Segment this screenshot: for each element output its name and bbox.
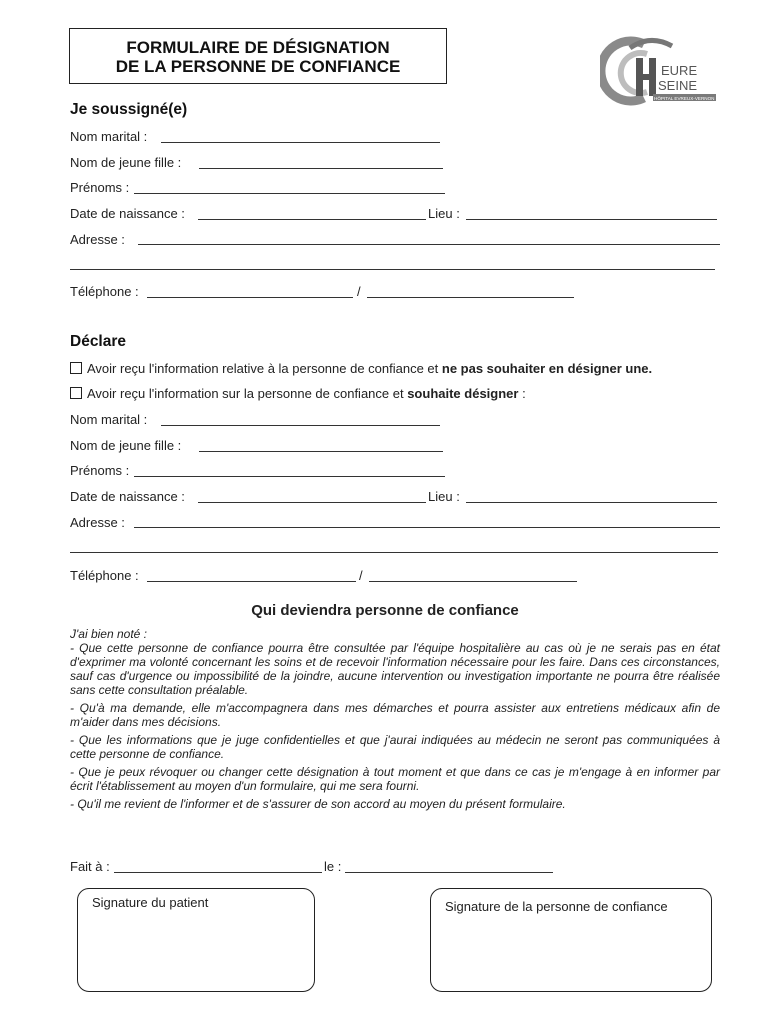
nom-jeune-fille-field-2[interactable] xyxy=(199,451,443,452)
telephone-field-2[interactable] xyxy=(367,297,574,298)
signature-patient-box[interactable] xyxy=(77,888,315,992)
option2-end: : xyxy=(518,386,526,401)
lieu-field[interactable] xyxy=(466,219,717,220)
nom-jeune-fille-field[interactable] xyxy=(199,168,443,169)
option1-bold: ne pas souhaiter en désigner une. xyxy=(441,361,653,376)
form-title-line2: DE LA PERSONNE DE CONFIANCE xyxy=(115,57,401,76)
telephone-field-2-1[interactable] xyxy=(147,581,356,582)
checkbox-designation[interactable] xyxy=(70,387,82,399)
lieu-label: Lieu : xyxy=(428,206,460,221)
note-paragraph-3: - Que les informations que je juge confidentielles et que j'aurai indiquées au médecin ne seront pas communiquées à cette personne de confiance. xyxy=(70,733,720,761)
hospital-logo-icon xyxy=(600,36,720,106)
nom-marital-field-2[interactable] xyxy=(161,425,440,426)
section-heading-declare: Déclare xyxy=(70,333,127,350)
prenoms-field-2[interactable] xyxy=(134,476,445,477)
signature-confiance-box[interactable] xyxy=(430,888,712,992)
date-naissance-label-2: Date de naissance : xyxy=(70,489,185,504)
prenoms-field[interactable] xyxy=(134,193,445,194)
telephone-label: Téléphone : xyxy=(70,284,139,299)
signature-patient-label: Signature du patient xyxy=(92,895,209,910)
le-label: le : xyxy=(324,859,342,874)
telephone-slash-2: / xyxy=(359,568,363,583)
nom-marital-label: Nom marital : xyxy=(70,129,148,144)
lieu-label-2: Lieu : xyxy=(428,489,460,504)
hospital-logo xyxy=(600,36,720,106)
option2-text: Avoir reçu l'information sur la personne de confiance et xyxy=(87,386,408,401)
option-designation[interactable] xyxy=(70,386,526,401)
telephone-field-2-2[interactable] xyxy=(369,581,577,582)
notes-intro: J'ai bien noté : xyxy=(70,627,148,641)
checkbox-no-designation[interactable] xyxy=(70,362,82,374)
prenoms-label-2: Prénoms : xyxy=(70,463,130,478)
lieu-field-2[interactable] xyxy=(466,502,717,503)
fait-a-label: Fait à : xyxy=(70,859,110,874)
adresse-label-2: Adresse : xyxy=(70,515,125,530)
telephone-label-2: Téléphone : xyxy=(70,568,139,583)
option2-bold: souhaite désigner xyxy=(407,386,519,401)
section-heading-confiance: Qui deviendra personne de confiance xyxy=(251,602,519,619)
date-naissance-label: Date de naissance : xyxy=(70,206,185,221)
adresse-field-2-2[interactable] xyxy=(70,552,718,553)
nom-jeune-fille-label-2: Nom de jeune fille : xyxy=(70,438,182,453)
adresse-field-2-1[interactable] xyxy=(134,527,720,528)
svg-text:SEINE: SEINE xyxy=(658,78,698,93)
form-title-line1: FORMULAIRE DE DÉSIGNATION xyxy=(126,38,390,57)
option1-text: Avoir reçu l'information relative à la personne de confiance et xyxy=(87,361,442,376)
notes-block xyxy=(70,627,720,811)
fait-a-field[interactable] xyxy=(114,872,322,873)
svg-text:HÔPITAL EVREUX-VERNON: HÔPITAL EVREUX-VERNON xyxy=(654,96,715,101)
signature-confiance-label: Signature de la personne de confiance xyxy=(445,899,668,914)
adresse-label: Adresse : xyxy=(70,232,125,247)
date-naissance-field[interactable] xyxy=(198,219,426,220)
telephone-field-1[interactable] xyxy=(147,297,353,298)
nom-marital-field[interactable] xyxy=(161,142,440,143)
adresse-field-2[interactable] xyxy=(70,269,715,270)
date-naissance-field-2[interactable] xyxy=(198,502,426,503)
form-title-box xyxy=(69,28,447,84)
telephone-slash: / xyxy=(357,284,361,299)
le-field[interactable] xyxy=(345,872,553,873)
nom-jeune-fille-label: Nom de jeune fille : xyxy=(70,155,182,170)
note-paragraph-5: - Qu'il me revient de l'informer et de s'assurer de son accord au moyen du présent formulaire. xyxy=(70,797,566,811)
section-heading-soussigne: Je soussigné(e) xyxy=(70,101,188,118)
note-paragraph-2: - Qu'à ma demande, elle m'accompagnera dans mes démarches et pourra assister aux entretiens médicaux afin de m'aider dans mes décisions. xyxy=(70,701,720,729)
adresse-field-1[interactable] xyxy=(138,244,720,245)
prenoms-label: Prénoms : xyxy=(70,180,130,195)
option-no-designation[interactable] xyxy=(70,361,652,376)
svg-text:EURE: EURE xyxy=(661,63,698,78)
nom-marital-label-2: Nom marital : xyxy=(70,412,148,427)
note-paragraph-1: - Que cette personne de confiance pourra être consultée par l'équipe hospitalière au cas où je ne serais pas en état d'exprimer ma volonté concernant les soins et de recevoir l'information nécessaire pour les faire. Dans ces circonstances, sauf cas d'urgence ou impossibilité de la joindre, aucune intervention ou investigation importante ne pourra être réalisée sans cette consultation préalable. xyxy=(70,641,720,697)
note-paragraph-4: - Que je peux révoquer ou changer cette désignation à tout moment et que dans ce cas je m'engage à en informer par écrit l'établissement au moyen d'un formulaire, qui me sera fourni. xyxy=(70,765,720,793)
